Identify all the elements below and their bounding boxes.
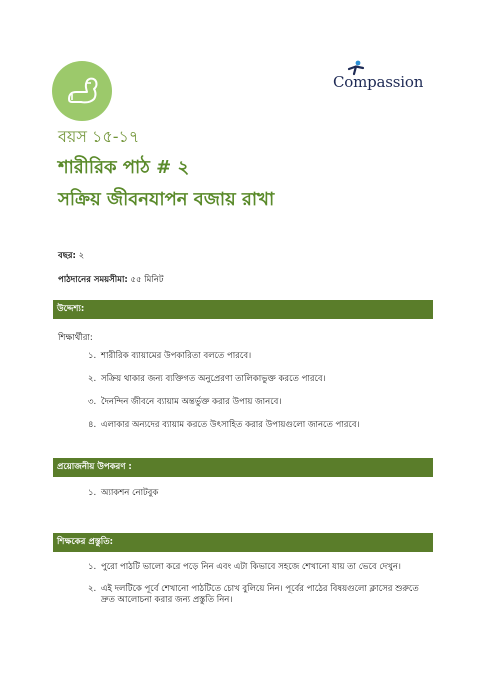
duration-value: ৫৫ মিনিট [130, 275, 164, 285]
preparation-heading: শিক্ষকের প্রস্তুতি: [53, 533, 433, 552]
logo-text: Compassion [333, 73, 424, 91]
lesson-number: শারীরিক পাঠ # ২ [58, 157, 190, 178]
year-value: ২ [78, 251, 85, 261]
lesson-title: সক্রিয় জীবনযাপন বজায় রাখা [58, 189, 275, 210]
list-item [88, 397, 360, 408]
list-item [88, 374, 360, 385]
list-text: দৈনন্দিন জীবনে ব্যায়াম অন্তর্ভুক্ত করার উপায় জানবে। [101, 397, 282, 407]
duration-line [58, 273, 164, 287]
list-number: ২. [88, 584, 97, 594]
list-item [88, 420, 360, 431]
flexed-arm-icon [52, 61, 112, 121]
list-number: ১. [88, 488, 97, 498]
objectives-heading: উদ্দেশ্য: [53, 300, 433, 319]
list-item [88, 562, 433, 573]
materials-heading: প্রয়োজনীয় উপকরণ : [53, 458, 433, 477]
objectives-list [88, 351, 360, 431]
list-number: ১. [88, 562, 97, 572]
year-label: বছর: [58, 251, 76, 261]
age-range: বয়স ১৫-১৭ [58, 127, 140, 146]
list-number: ২. [88, 374, 97, 384]
list-item [88, 488, 158, 499]
list-text: পুরো পাঠটি ভালো করে পড়ে নিন এবং এটা কিভাবে সহজে শেখানো যায় তা ভেবে দেখুন। [101, 562, 401, 572]
materials-list [88, 488, 158, 499]
list-text: এই দলটিকে পূর্বে শেখানো পাঠটিতে চোখ বুলিয়ে নিন। পূর্বের পাঠের বিষয়গুলো ক্লাসের শুরুতে দ্রুত আলোচনা করার জন্য প্রস্তুতি নিন। [101, 584, 419, 605]
list-number: ১. [88, 351, 97, 361]
year-line [58, 249, 84, 263]
list-item [88, 351, 360, 362]
list-number: ৪. [88, 420, 97, 430]
list-text: এলাকার অন্যদের ব্যায়াম করতে উৎসাহিত করার উপায়গুলো জানতে পারবে। [101, 420, 360, 430]
list-text: সক্রিয় থাকার জন্য ব্যক্তিগত অনুপ্রেরণা তালিকাভুক্ত করতে পারবে। [101, 374, 326, 384]
list-item [88, 584, 433, 606]
preparation-list [88, 562, 433, 606]
list-text: শারীরিক ব্যায়ামের উপকারিতা বলতে পারবে। [101, 351, 252, 361]
list-text: অ্যাকশন নোটবুক [101, 488, 159, 498]
duration-label: পাঠদানের সময়সীমা: [58, 275, 128, 285]
compassion-logo [333, 60, 443, 94]
badge-circle [52, 61, 112, 121]
list-number: ৩. [88, 397, 97, 407]
objectives-intro: শিক্ষার্থীরা: [58, 333, 93, 343]
